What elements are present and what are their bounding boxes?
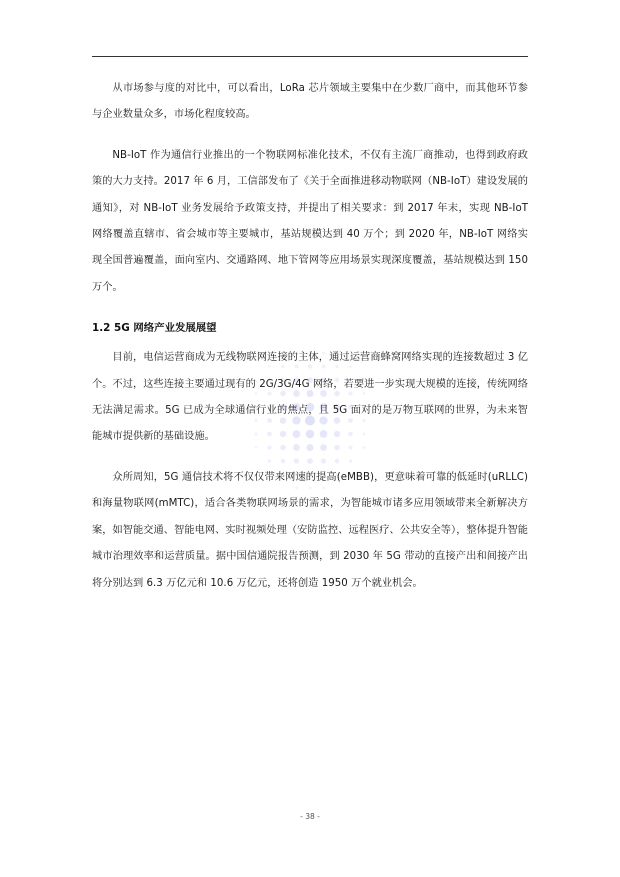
- document-body: [92, 76, 528, 611]
- paragraph-operator-connections: 目前，电信运营商成为无线物联网连接的主体，通过运营商蜂窝网络实现的连接数超过 3 亿个。不过，这些连接主要通过现有的 2G/3G/4G 网络，若要进一步实现大规模的连接，传统网络无法满足需求。5G 已成为全球通信行业的焦点，且 5G 面对的是万物互联网的世界，为未来智能城市提供新的基础设施。: [92, 352, 528, 443]
- paragraph-5g-outlook: 众所周知，5G 通信技术将不仅仅带来网速的提高(eMBB)，更意味着可靠的低延时(uRLLC)和海量物联网(mMTC)，适合各类物联网场景的需求，为智能城市诸多应用领域带来全新解决方案，如智能交通、智能电网、实时视频处理（安防监控、远程医疗、公共安全等），整体提升智能城市治理效率和运营质量。据中国信通院报告预测，到 2030 年 5G 带动的直接产出和间接产出将分别达到 6.3 万亿元和 10.6 万亿元，还将创造 1950 万个就业机会。: [92, 471, 528, 589]
- paragraph-nbiot-policy: NB-IoT 作为通信行业推出的一个物联网标准化技术，不仅有主流厂商推动，也得到政府政策的大力支持。2017 年 6 月，工信部发布了《关于全面推进移动物联网（NB-IoT）建设发展的通知》，对 NB-IoT 业务发展给予政策支持，并提出了相关要求：到 2017 年末，实现 NB-IoT 网络覆盖直辖市、省会城市等主要城市，基站规模达到 40 万个；到 2020 年，NB-IoT 网络实现全国普遍覆盖，面向室内、交通路网、地下管网等应用场景实现深度覆盖，基站规模达到 150 万个。: [92, 149, 528, 293]
- section-heading: 1.2 5G 网络产业发展展望: [92, 322, 217, 335]
- header-rule: [92, 56, 528, 57]
- page-number: - 38 -: [300, 812, 320, 821]
- paragraph-lora-market: 从市场参与度的对比中，可以看出，LoRa 芯片领域主要集中在少数厂商中，而其他环节参与企业数量众多，市场化程度较高。: [92, 83, 528, 121]
